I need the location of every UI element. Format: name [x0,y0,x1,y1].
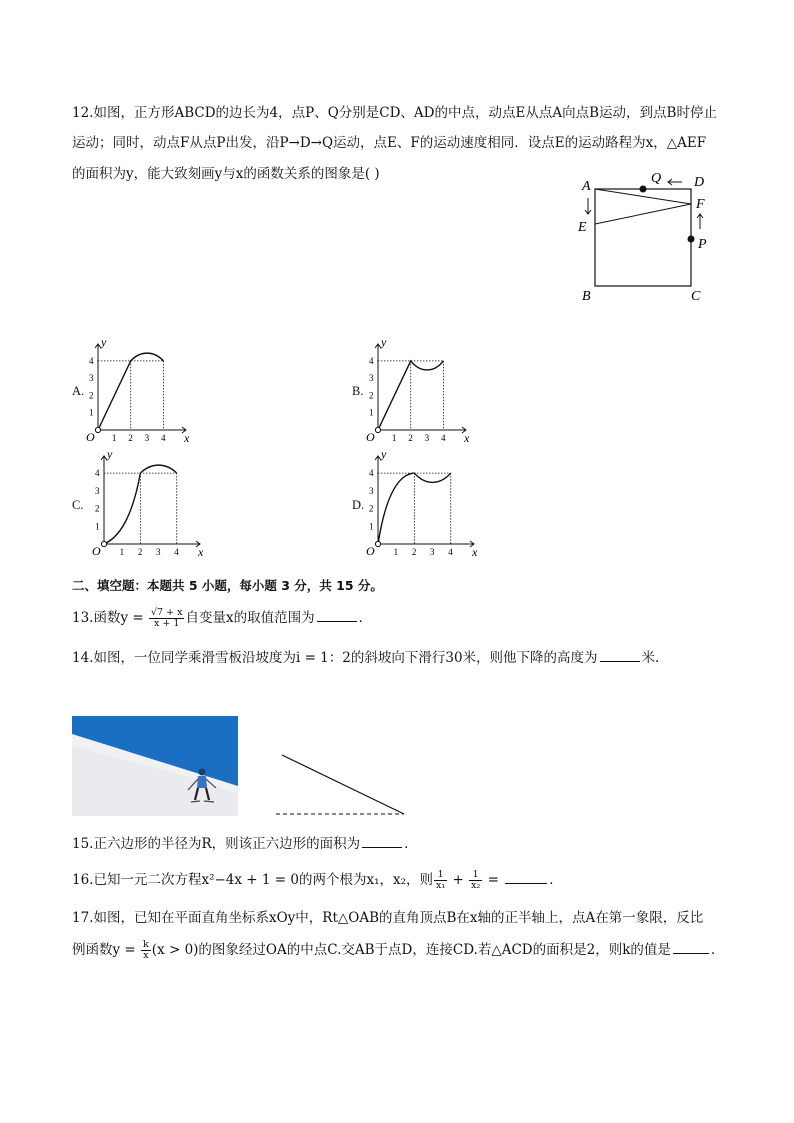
q12-line2: 运动；同时，动点F从点P出发，沿P→D→Q运动，点E、F的运动速度相同．设点E的运动路程为x，△AEF [72,135,707,151]
x-tick-label: 3 [430,547,435,557]
q15-answer-blank [362,835,402,848]
q17-prefix: 例函数y = [72,942,141,958]
arrow-up-icon [697,214,703,229]
x-axis-label: x [472,545,478,559]
origin-label: O [86,430,95,444]
y-tick-label: 1 [95,521,100,532]
q14-end: 米. [641,650,660,666]
option-c-graph [90,448,210,560]
option-d-label: D. [352,498,365,512]
x-tick-label: 4 [440,433,446,443]
y-tick-label: 4 [95,468,100,479]
label-b: B [582,289,591,304]
q17-suffix: (x > 0)的图象经过OA的中点C.交AB于点D，连接CD.若△ACD的面积是2，则k的值是 [151,942,671,958]
label-c: C [691,289,701,304]
q15-end: ． [404,836,418,852]
option-b-graph [364,336,476,446]
q17-fraction: $\frac{k}{x}$ [143,939,149,961]
y-tick-label: 1 [89,407,94,418]
q13-suffix: 自变量x的取值范围为 [185,610,315,626]
q13-fraction: $\frac{√7 + x}{x + 1}$ [151,607,183,629]
section-2-heading: 二、填空题：本题共 5 小题，每小题 3 分，共 15 分。 [72,578,383,593]
q17-line2 [72,940,715,961]
option-d-graph [364,448,484,560]
point-p-marker [688,236,695,243]
q16-plus: + [448,872,469,888]
open-origin-point [375,427,380,432]
y-tick-label: 3 [369,485,374,496]
x-tick-label: 2 [408,433,413,443]
x-tick-label: 3 [424,433,430,443]
x-tick-label: 4 [174,547,179,557]
x-axis-label: x [464,431,470,445]
x-tick-label: 4 [448,547,453,557]
q16-end: ． [549,872,563,888]
y-axis-label: y [381,448,387,461]
y-tick-label: 1 [369,407,374,418]
slope-diagram [272,750,412,820]
y-tick-label: 3 [369,373,374,384]
q16 [72,870,563,891]
q13-prefix: 13.函数y = [72,610,148,626]
x-tick-label: 1 [111,433,117,443]
q13 [72,608,372,629]
open-origin-point [375,541,380,546]
arrow-down-icon [585,198,591,214]
option-b-label: B. [352,384,364,398]
point-q-marker [640,186,647,193]
option-c-label: C. [72,498,84,512]
y-axis-label: y [101,336,107,349]
x-tick-label: 2 [411,547,417,557]
y-tick-label: 2 [369,503,374,514]
q12-square-figure [570,166,720,308]
x-tick-label: 3 [144,433,150,443]
x-axis-label: x [198,545,204,559]
q17-line1: 17.如图，已知在平面直角坐标系xOy中，Rt△OAB的直角顶点B在x轴的正半轴上，点A在第一象限，反比 [72,910,704,926]
q16-fraction-1: $\frac{1}{\text{x₁}}$ [436,869,446,891]
y-tick-label: 4 [89,355,94,366]
label-f: F [696,197,705,212]
x-tick-label: 1 [393,547,399,557]
open-origin-point [95,427,100,432]
q14-text: 14.如图，一位同学乘滑雪板沿坡度为i = 1：2的斜坡向下滑行30米，则他下降的高度为 [72,650,598,666]
ski-photo [72,716,238,816]
label-p: P [698,237,707,252]
q14 [72,648,659,668]
option-a-graph [84,336,196,446]
x-axis-label: x [184,431,190,445]
x-tick-label: 3 [156,547,161,557]
x-tick-label: 4 [160,433,166,443]
label-e: E [578,220,587,235]
x-tick-label: 2 [128,433,133,443]
y-tick-label: 4 [369,468,374,479]
q12-line3: 的面积为y，能大致刻画y与x的函数关系的图象是( ) [72,166,380,182]
y-tick-label: 3 [95,485,100,496]
y-tick-label: 3 [89,373,94,384]
y-tick-label: 2 [369,390,374,401]
y-tick-label: 4 [369,355,374,366]
origin-label: O [92,544,101,558]
y-axis-label: y [381,336,387,349]
y-tick-label: 1 [369,521,374,532]
q12-line1: 12.如图，正方形ABCD的边长为4，点P、Q分别是CD、AD的中点，动点E从点A向点B运动，到点B时停止 [72,105,717,121]
origin-label: O [366,544,375,558]
q13-answer-blank [317,609,357,622]
x-tick-label: 2 [137,547,143,557]
label-d: D [694,175,705,190]
q16-fraction-2: $\frac{1}{\text{x₂}}$ [471,869,481,891]
x-tick-label: 1 [391,433,397,443]
q16-equals: = [483,872,504,888]
q17-answer-blank [673,941,709,954]
y-tick-label: 2 [95,503,100,514]
q15-text: 15.正六边形的半径为R，则该正六边形的面积为 [72,836,361,852]
y-axis-label: y [107,448,113,461]
arrow-left-icon [668,179,682,185]
label-q: Q [651,171,662,186]
q15 [72,834,418,854]
q13-end: ． [358,610,373,626]
q16-prefix: 16.已知一元二次方程x²−4x + 1 = 0的两个根为x₁，x₂，则 [72,872,434,888]
x-tick-label: 1 [119,547,125,557]
open-origin-point [101,541,106,546]
label-a: A [582,179,591,194]
q14-answer-blank [600,649,640,662]
q17-end: . [710,942,716,958]
origin-label: O [366,430,375,444]
option-a-label: A. [72,384,85,398]
y-tick-label: 2 [89,390,94,401]
q16-answer-blank [505,871,547,884]
